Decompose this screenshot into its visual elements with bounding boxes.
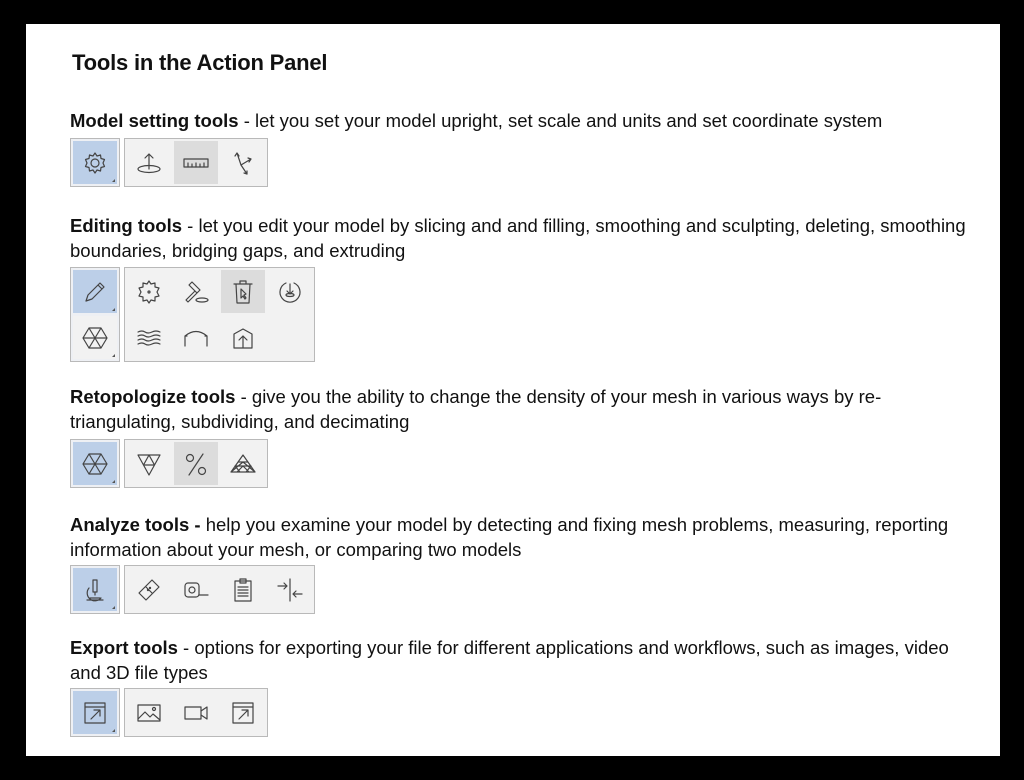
tool-category-group — [70, 138, 120, 187]
section-analyze-text — [70, 512, 975, 562]
measure-button[interactable] — [174, 568, 218, 611]
section-retopologize-text — [70, 384, 975, 434]
bridge-button[interactable] — [174, 316, 218, 359]
submenu-indicator — [112, 179, 115, 182]
section-editing-text — [70, 213, 975, 263]
section-description: - let you edit your model by slicing and and filling, smoothing and sculpting, deleting, smoothing boundaries, bridging gaps, and extruding — [70, 215, 966, 261]
section-heading: Export tools — [70, 637, 178, 658]
section-description: - options for exporting your file for different applications and workflows, such as images, video and 3D file types — [70, 637, 949, 683]
export-3d-file-icon — [229, 699, 257, 727]
section-heading: Analyze tools - — [70, 514, 201, 535]
sculpt-hammer-icon — [182, 278, 210, 306]
delete-bin-icon — [229, 278, 257, 306]
ruler-icon — [182, 149, 210, 177]
tool-category-group — [70, 565, 120, 614]
export-image-button[interactable] — [127, 691, 171, 734]
tool-category-group — [70, 267, 120, 362]
submenu-indicator — [112, 354, 115, 357]
section-heading: Editing tools — [70, 215, 183, 236]
pencil-icon — [81, 278, 109, 306]
units-scale-button[interactable] — [174, 141, 218, 184]
extrude-icon — [229, 324, 257, 352]
retriangulate-button[interactable] — [127, 442, 171, 485]
smooth-button[interactable] — [127, 316, 171, 359]
fill-hole-button[interactable] — [268, 270, 312, 313]
subdivide-button[interactable] — [221, 442, 265, 485]
page-title: Tools in the Action Panel — [72, 50, 328, 75]
submenu-indicator — [112, 480, 115, 483]
export-window-icon — [81, 699, 109, 727]
decimate-button[interactable] — [174, 442, 218, 485]
tape-measure-icon — [182, 576, 210, 604]
gear-icon — [81, 149, 109, 177]
tool-group — [124, 688, 268, 737]
plane-cut-button[interactable] — [127, 270, 171, 313]
submenu-indicator — [112, 308, 115, 311]
deviation-button[interactable] — [268, 568, 312, 611]
section-heading: Retopologize tools — [70, 386, 236, 407]
export-video-button[interactable] — [174, 691, 218, 734]
coordinate-axes-icon — [229, 149, 257, 177]
coordinate-system-button[interactable] — [221, 141, 265, 184]
image-icon — [135, 699, 163, 727]
mesh-hexagon-icon — [81, 324, 109, 352]
mesh-mix-category-button[interactable] — [73, 316, 117, 359]
retopologize-category-button[interactable] — [73, 442, 117, 485]
microscope-icon — [81, 576, 109, 604]
tool-group — [124, 439, 268, 488]
smooth-waves-icon — [135, 324, 163, 352]
export-toolbar — [70, 688, 268, 737]
submenu-indicator — [112, 729, 115, 732]
delete-button[interactable] — [221, 270, 265, 313]
section-model-setting-text — [70, 108, 975, 133]
video-camera-icon — [182, 699, 210, 727]
fill-hole-icon — [276, 278, 304, 306]
analyze-toolbar — [70, 565, 315, 614]
upright-icon — [135, 149, 163, 177]
extrude-button[interactable] — [221, 316, 265, 359]
subdivide-icon — [229, 450, 257, 478]
clipboard-report-icon — [229, 576, 257, 604]
bridge-icon — [182, 324, 210, 352]
compare-arrows-icon — [276, 576, 304, 604]
export-category-button[interactable] — [73, 691, 117, 734]
editing-category-button[interactable] — [73, 270, 117, 313]
decimate-percent-icon — [182, 450, 210, 478]
submenu-indicator — [112, 606, 115, 609]
analyze-category-button[interactable] — [73, 568, 117, 611]
empty-slot — [268, 316, 312, 359]
export-3d-button[interactable] — [221, 691, 265, 734]
inspector-button[interactable] — [127, 568, 171, 611]
tool-group — [124, 267, 315, 362]
retriangulate-icon — [135, 450, 163, 478]
model-setting-category-button[interactable] — [73, 141, 117, 184]
section-description: - let you set your model upright, set scale and units and set coordinate system — [238, 110, 883, 131]
section-description: - give you the ability to change the density of your mesh in various ways by re-triangulating, subdividing, and decimating — [70, 386, 882, 432]
tool-group — [124, 565, 315, 614]
editing-toolbar — [70, 267, 315, 362]
units-info-button[interactable] — [221, 568, 265, 611]
tool-group — [124, 138, 268, 187]
section-description: help you examine your model by detecting and fixing mesh problems, measuring, reporting information about your mesh, or comparing two models — [70, 514, 949, 560]
make-upright-button[interactable] — [127, 141, 171, 184]
tool-category-group — [70, 439, 120, 488]
bandage-repair-icon — [135, 576, 163, 604]
section-heading: Model setting tools — [70, 110, 239, 131]
retopologize-toolbar — [70, 439, 268, 488]
mesh-hexagon-icon — [81, 450, 109, 478]
slice-saw-icon — [135, 278, 163, 306]
section-export-text — [70, 635, 975, 685]
sculpt-button[interactable] — [174, 270, 218, 313]
page-sheet — [26, 24, 1000, 756]
model-setting-toolbar — [70, 138, 268, 187]
tool-category-group — [70, 688, 120, 737]
